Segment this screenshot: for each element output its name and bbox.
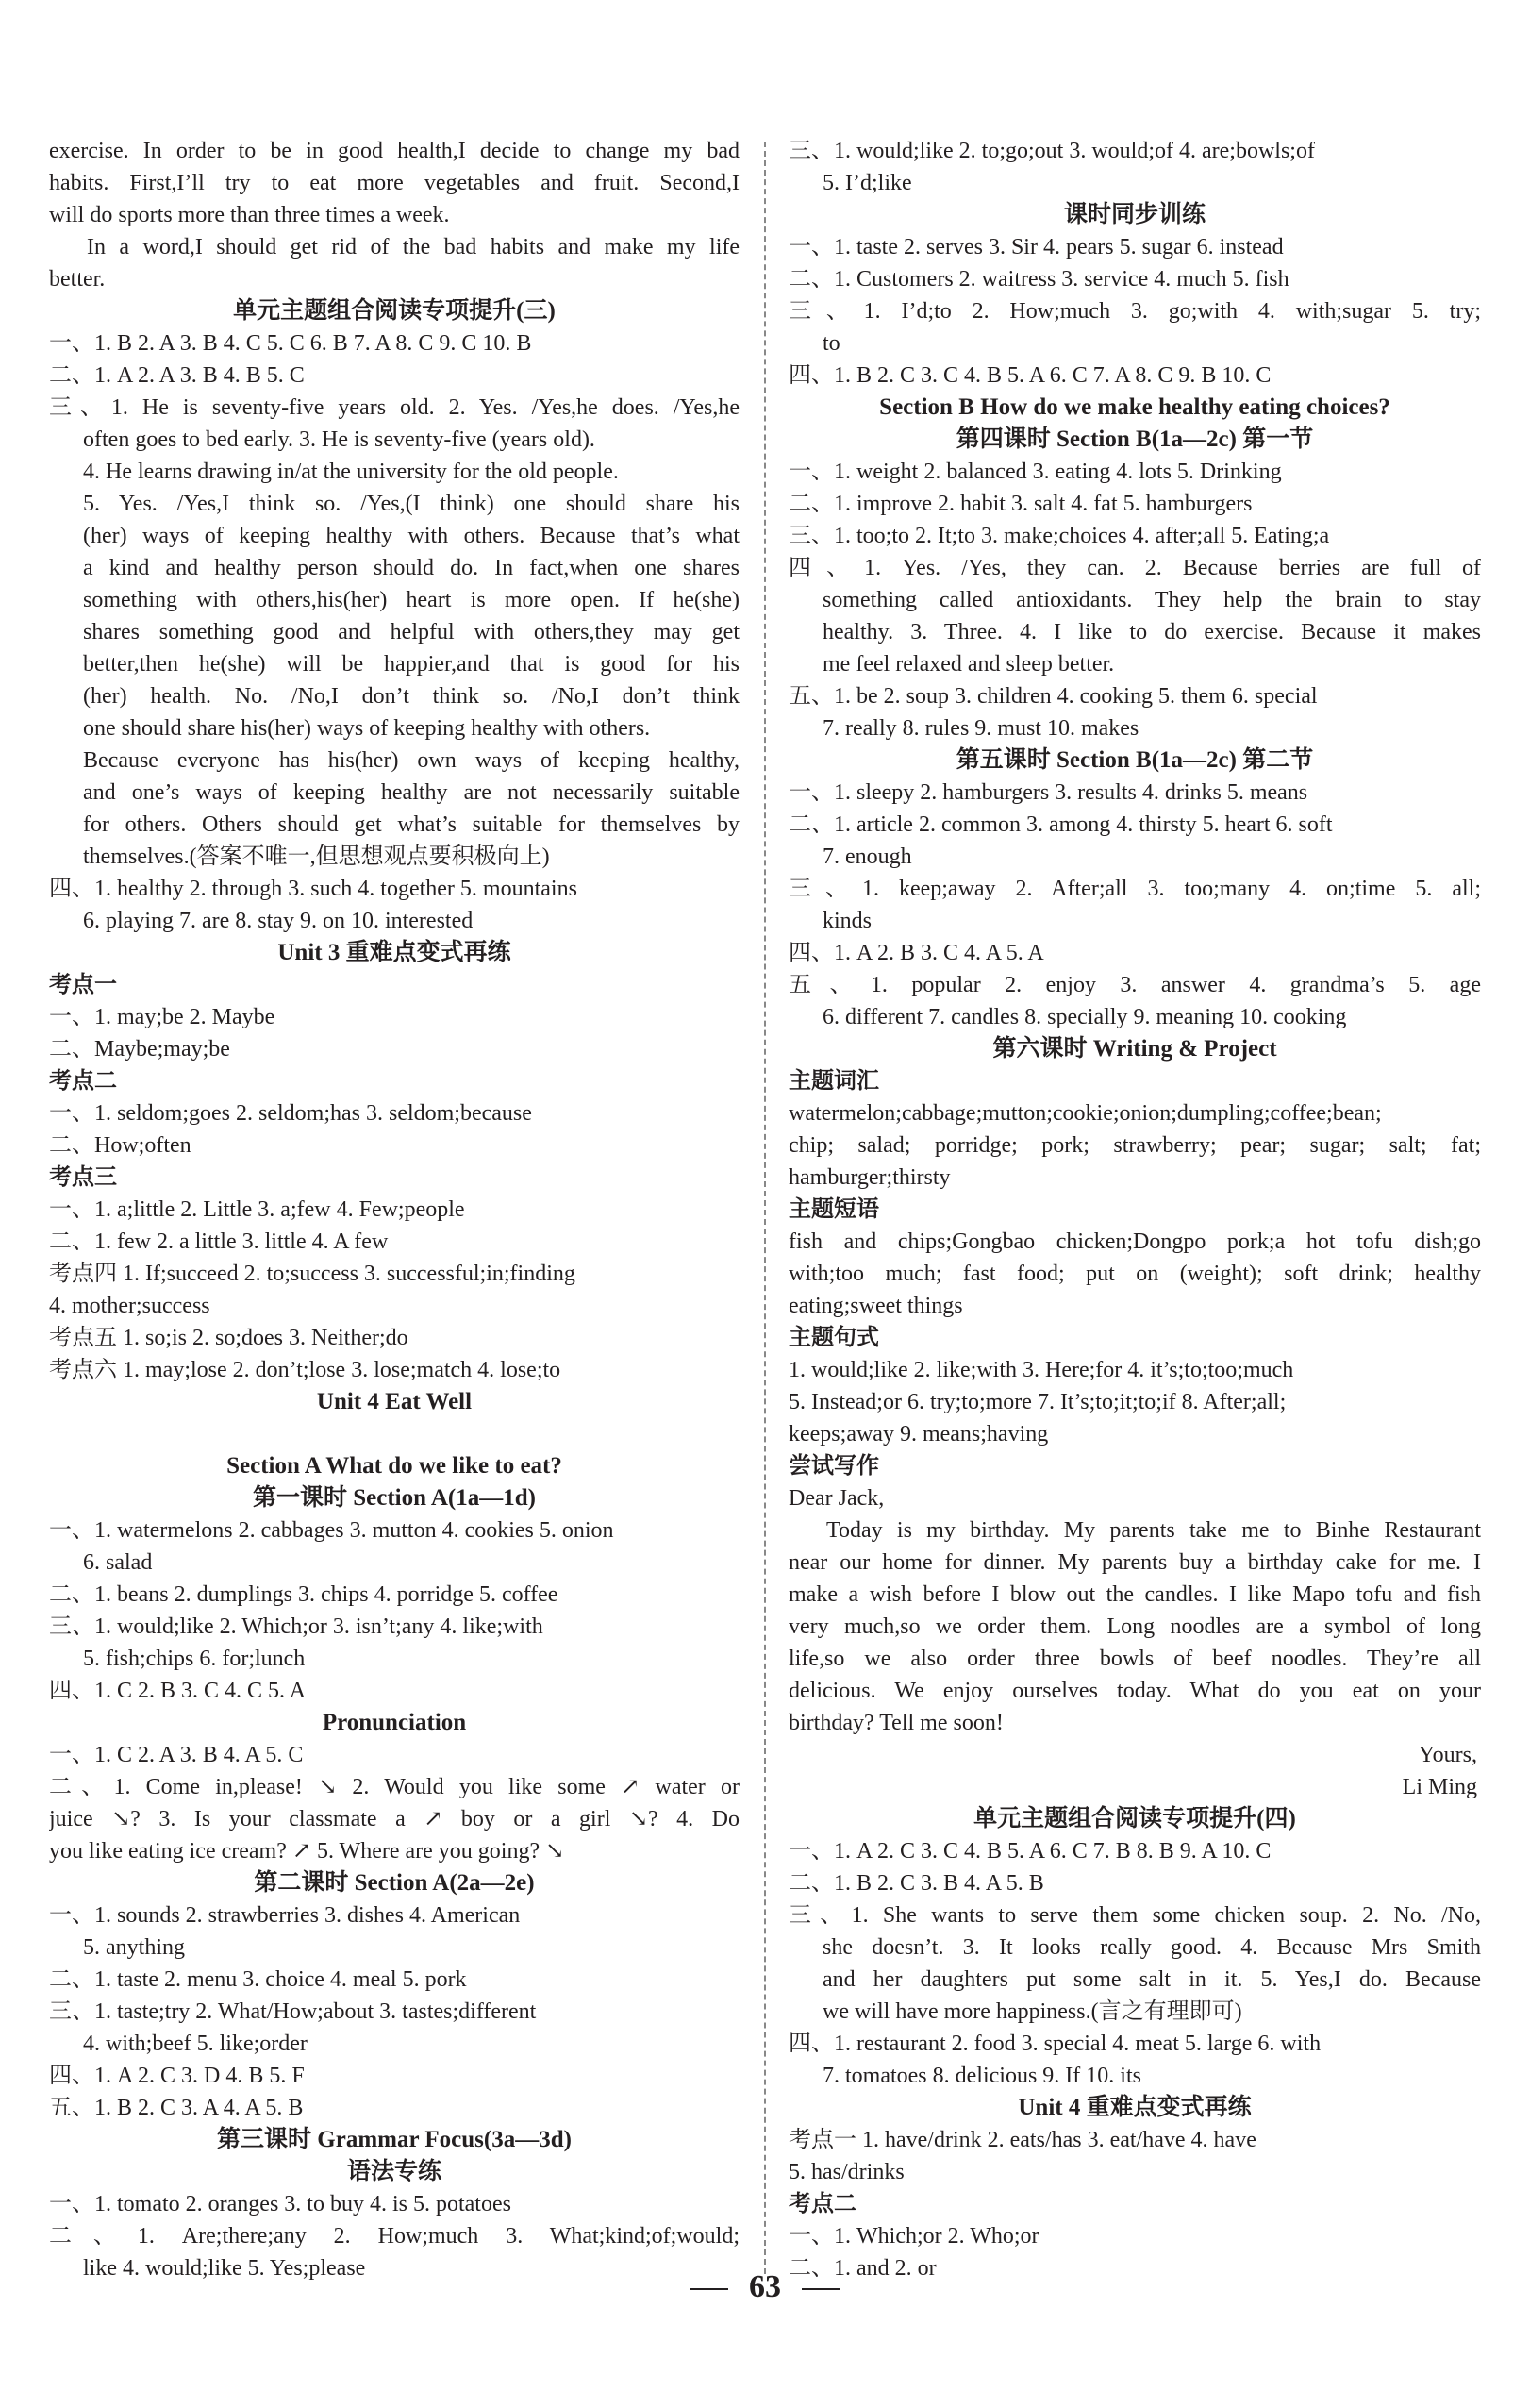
answer-line: delicious. We enjoy ourselves today. What do you eat on your [789, 1679, 1481, 1703]
right-column [789, 135, 1481, 2284]
answer-line: near our home for dinner. My parents buy a birthday cake for me. I [789, 1550, 1481, 1575]
answer-line: 二、1. improve 2. habit 3. salt 4. fat 5. hamburgers [789, 492, 1253, 516]
section-heading: 第一课时 Section A(1a—1d) [252, 1485, 536, 1511]
section-heading: Unit 4 Eat Well [316, 1389, 473, 1414]
answer-line: 三、1. would;like 2. to;go;out 3. would;of 4. are;bowls;of [789, 139, 1315, 163]
answer-line: 二、1. article 2. common 3. among 4. thirsty 5. heart 6. soft [789, 812, 1333, 837]
answer-line: 一、1. sleepy 2. hamburgers 3. results 4. drinks 5. means [789, 780, 1308, 805]
answer-line: 二、1. Come in,please! ↘ 2. Would you like some ↗ water or [49, 1775, 740, 1799]
column-divider [764, 142, 766, 2274]
section-heading: 语法专练 [346, 2159, 441, 2184]
answer-line: 6. salad [83, 1550, 153, 1575]
section-heading: Unit 4 重难点变式再练 [1018, 2095, 1252, 2120]
answer-line: 5. anything [83, 1935, 185, 1960]
answer-line: 四、1. healthy 2. through 3. such 4. together 5. mountains [49, 877, 577, 901]
answer-line: 一、1. a;little 2. Little 3. a;few 4. Few;people [49, 1197, 465, 1222]
section-heading: 第三课时 Grammar Focus(3a—3d) [217, 2127, 572, 2152]
answer-line: 五、1. popular 2. enjoy 3. answer 4. grandma’s 5. age [789, 973, 1481, 997]
answer-line: often goes to bed early. 3. He is seventy-five (years old). [83, 427, 595, 452]
answer-line: 一、1. weight 2. balanced 3. eating 4. lots 5. Drinking [789, 460, 1282, 484]
answer-line: 一、1. may;be 2. Maybe [49, 1005, 275, 1029]
answer-line: 二、1. Customers 2. waitress 3. service 4. much 5. fish [789, 267, 1289, 292]
answer-line: 三、1. I’d;to 2. How;much 3. go;with 4. with;sugar 5. try; [789, 299, 1481, 324]
answer-line: 4. mother;success [49, 1294, 210, 1318]
answer-line: 二、1. Are;there;any 2. How;much 3. What;kind;of;would; [49, 2224, 740, 2249]
answer-line: 四、1. restaurant 2. food 3. special 4. meat 5. large 6. with [789, 2032, 1322, 2056]
answer-line: a kind and healthy person should do. In fact,when one shares [83, 556, 740, 580]
section-heading: Pronunciation [322, 1710, 467, 1735]
section-heading: Unit 3 重难点变式再练 [277, 940, 511, 965]
section-heading: Section A What do we like to eat? [226, 1453, 562, 1479]
left-column [49, 135, 740, 2284]
answer-line: 一、1. watermelons 2. cabbages 3. mutton 4. cookies 5. onion [49, 1518, 614, 1543]
page-number [0, 2266, 1530, 2308]
answer-line: for others. Others should get what’s suitable for themselves by [83, 812, 740, 837]
answer-line: shares something good and helpful with others,they may get [83, 620, 740, 644]
answer-line: In a word,I should get rid of the bad habits and make my life [87, 235, 740, 259]
answer-line: 三、1. taste;try 2. What/How;about 3. tastes;different [49, 1999, 537, 2024]
section-heading: 主题词汇 [789, 1069, 879, 1094]
answer-line: 5. fish;chips 6. for;lunch [83, 1647, 306, 1671]
answer-line: kinds [823, 909, 873, 933]
answer-line: 三、1. keep;away 2. After;all 3. too;many 4. on;time 5. all; [789, 877, 1481, 901]
answer-line: something called antioxidants. They help the brain to stay [823, 588, 1481, 612]
answer-line: 6. playing 7. are 8. stay 9. on 10. interested [83, 909, 474, 933]
answer-line: Yours, [1418, 1743, 1477, 1767]
answer-line: life,so we also order three bowls of beef noodles. They’re all [789, 1647, 1481, 1671]
answer-line: very much,so we order them. Long noodles are a symbol of long [789, 1614, 1481, 1639]
answer-line: 考点六 1. may;lose 2. don’t;lose 3. lose;match 4. lose;to [49, 1358, 561, 1382]
answer-line: better. [49, 267, 106, 292]
answer-line: 三、1. would;like 2. Which;or 3. isn’t;any 4. like;with [49, 1614, 543, 1639]
section-heading: 课时同步训练 [1063, 202, 1206, 227]
answer-line: Because everyone has his(her) own ways of keeping healthy, [83, 748, 740, 773]
answer-line: 4. He learns drawing in/at the university for the old people. [83, 460, 619, 484]
answer-line: better,then he(she) will be happier,and that is good for his [83, 652, 740, 677]
answer-line: like 4. would;like 5. Yes;please [83, 2256, 366, 2281]
answer-line: Today is my birthday. My parents take me to Binhe Restaurant [826, 1518, 1481, 1543]
answer-line: (her) ways of keeping healthy with others. Because that’s what [83, 524, 740, 548]
answer-line: 5. Yes. /Yes,I think so. /Yes,(I think) one should share his [83, 492, 740, 516]
section-heading: 第五课时 Section B(1a—2c) 第二节 [956, 747, 1314, 773]
answer-line: 四、1. A 2. C 3. D 4. B 5. F [49, 2064, 305, 2088]
answer-line: 6. different 7. candles 8. specially 9. meaning 10. cooking [823, 1005, 1347, 1029]
answer-line: exercise. In order to be in good health,I decide to change my bad [49, 139, 740, 163]
answer-line: me feel relaxed and sleep better. [823, 652, 1115, 677]
answer-line: 1. would;like 2. like;with 3. Here;for 4. it’s;to;too;much [789, 1358, 1294, 1382]
spacer [49, 1418, 740, 1450]
answer-line: 4. with;beef 5. like;order [83, 2032, 308, 2056]
answer-line: 四、1. Yes. /Yes, they can. 2. Because berries are full of [789, 556, 1481, 580]
answer-line: 一、1. seldom;goes 2. seldom;has 3. seldom;because [49, 1101, 532, 1126]
answer-line: 二、1. taste 2. menu 3. choice 4. meal 5. pork [49, 1967, 467, 1992]
answer-line: 7. really 8. rules 9. must 10. makes [823, 716, 1139, 741]
answer-line: 一、1. tomato 2. oranges 3. to buy 4. is 5. potatoes [49, 2192, 511, 2216]
answer-line: 五、1. B 2. C 3. A 4. A 5. B [49, 2096, 304, 2120]
answer-line: with;too much; fast food; put on (weight); soft drink; healthy [789, 1262, 1481, 1286]
answer-line: she doesn’t. 3. It looks really good. 4. Because Mrs Smith [823, 1935, 1481, 1960]
answer-line: 二、1. B 2. C 3. B 4. A 5. B [789, 1871, 1044, 1896]
page-number-text: 63 [749, 2269, 781, 2304]
answer-line: will do sports more than three times a week. [49, 203, 450, 227]
section-heading: 主题短语 [789, 1197, 879, 1222]
answer-line: 7. tomatoes 8. delicious 9. If 10. its [823, 2064, 1141, 2088]
answer-line: 一、1. C 2. A 3. B 4. A 5. C [49, 1743, 304, 1767]
answer-line: 三、1. He is seventy-five years old. 2. Yes. /Yes,he does. /Yes,he [49, 395, 740, 420]
answer-line: to [823, 331, 840, 356]
answer-line: 五、1. be 2. soup 3. children 4. cooking 5. them 6. special [789, 684, 1318, 709]
answer-line: 三、1. too;to 2. It;to 3. make;choices 4. after;all 5. Eating;a [789, 524, 1330, 548]
section-heading: 单元主题组合阅读专项提升(四) [973, 1806, 1296, 1831]
answer-line: and one’s ways of keeping healthy are not necessarily suitable [83, 780, 740, 805]
answer-line: 一、1. Which;or 2. Who;or [789, 2224, 1039, 2249]
answer-line: 四、1. B 2. C 3. C 4. B 5. A 6. C 7. A 8. C 9. B 10. C [789, 363, 1272, 388]
answer-line: healthy. 3. Three. 4. I like to do exercise. Because it makes [823, 620, 1481, 644]
answer-line: 5. I’d;like [823, 171, 912, 195]
answer-line: 考点五 1. so;is 2. so;does 3. Neither;do [49, 1326, 408, 1350]
answer-line: Dear Jack, [789, 1486, 885, 1511]
answer-line: keeps;away 9. means;having [789, 1422, 1049, 1446]
answer-line: 二、1. few 2. a little 3. little 4. A few [49, 1229, 389, 1254]
section-heading: Section B How do we make healthy eating choices? [879, 394, 1390, 420]
answer-line: fish and chips;Gongbao chicken;Dongpo pork;a hot tofu dish;go [789, 1229, 1481, 1254]
answer-line: 二、Maybe;may;be [49, 1037, 230, 1062]
answer-line: you like eating ice cream? ↗ 5. Where are you going? ↘ [49, 1839, 565, 1864]
answer-line: 四、1. A 2. B 3. C 4. A 5. A [789, 941, 1044, 965]
section-heading: 考点二 [789, 2192, 856, 2216]
answer-line: juice ↘? 3. Is your classmate a ↗ boy or a girl ↘? 4. Do [49, 1807, 740, 1831]
answer-line: 一、1. sounds 2. strawberries 3. dishes 4. American [49, 1903, 521, 1928]
section-heading: 第六课时 Writing & Project [992, 1036, 1277, 1062]
answer-line: and her daughters put some salt in it. 5. Yes,I do. Because [823, 1967, 1481, 1992]
answer-line: eating;sweet things [789, 1294, 963, 1318]
section-heading: 主题句式 [789, 1326, 879, 1350]
section-heading: 尝试写作 [789, 1454, 879, 1479]
answer-line: 二、How;often [49, 1133, 191, 1158]
answer-line: 四、1. C 2. B 3. C 4. C 5. A [49, 1679, 307, 1703]
section-heading: 考点一 [49, 973, 117, 997]
answer-line: 一、1. B 2. A 3. B 4. C 5. C 6. B 7. A 8. C 9. C 10. B [49, 331, 532, 356]
answer-line: make a wish before I blow out the candles. I like Mapo tofu and fish [789, 1582, 1481, 1607]
answer-line: 5. has/drinks [789, 2160, 905, 2184]
answer-line: themselves.(答案不唯一,但思想观点要积极向上) [83, 844, 550, 869]
answer-line: 一、1. taste 2. serves 3. Sir 4. pears 5. sugar 6. instead [789, 235, 1284, 259]
answer-line: birthday? Tell me soon! [789, 1711, 1004, 1735]
answer-line: 三、1. She wants to serve them some chicken soup. 2. No. /No, [789, 1903, 1481, 1928]
answer-line: something with others,his(her) heart is more open. If he(she) [83, 588, 740, 612]
answer-line: 二、1. A 2. A 3. B 4. B 5. C [49, 363, 305, 388]
answer-line: watermelon;cabbage;mutton;cookie;onion;dumpling;coffee;bean; [789, 1101, 1382, 1126]
answer-line: hamburger;thirsty [789, 1165, 951, 1190]
answer-line: 考点一 1. have/drink 2. eats/has 3. eat/have 4. have [789, 2128, 1256, 2152]
answer-line: habits. First,I’ll try to eat more vegetables and fruit. Second,I [49, 171, 740, 195]
answer-line: Li Ming [1402, 1775, 1477, 1799]
answer-line: we will have more happiness.(言之有理即可) [823, 1999, 1242, 2024]
section-heading: 第二课时 Section A(2a—2e) [254, 1870, 535, 1896]
section-heading: 考点三 [49, 1165, 117, 1190]
answer-line: 一、1. A 2. C 3. C 4. B 5. A 6. C 7. B 8. B 9. A 10. C [789, 1839, 1272, 1864]
section-heading: 单元主题组合阅读专项提升(三) [233, 298, 556, 324]
answer-line: 7. enough [823, 844, 912, 869]
answer-line: (her) health. No. /No,I don’t think so. /No,I don’t think [83, 684, 740, 709]
answer-line: one should share his(her) ways of keeping healthy with others. [83, 716, 651, 741]
answer-line: 考点四 1. If;succeed 2. to;success 3. successful;in;finding [49, 1262, 575, 1286]
answer-line: chip; salad; porridge; pork; strawberry; pear; sugar; salt; fat; [789, 1133, 1481, 1158]
section-heading: 第四课时 Section B(1a—2c) 第一节 [956, 426, 1314, 452]
answer-line: 二、1. beans 2. dumplings 3. chips 4. porridge 5. coffee [49, 1582, 558, 1607]
answer-line: 5. Instead;or 6. try;to;more 7. It’s;to;it;to;if 8. After;all; [789, 1390, 1287, 1414]
answer-line: 二、1. and 2. or [789, 2256, 937, 2281]
section-heading: 考点二 [49, 1069, 117, 1094]
